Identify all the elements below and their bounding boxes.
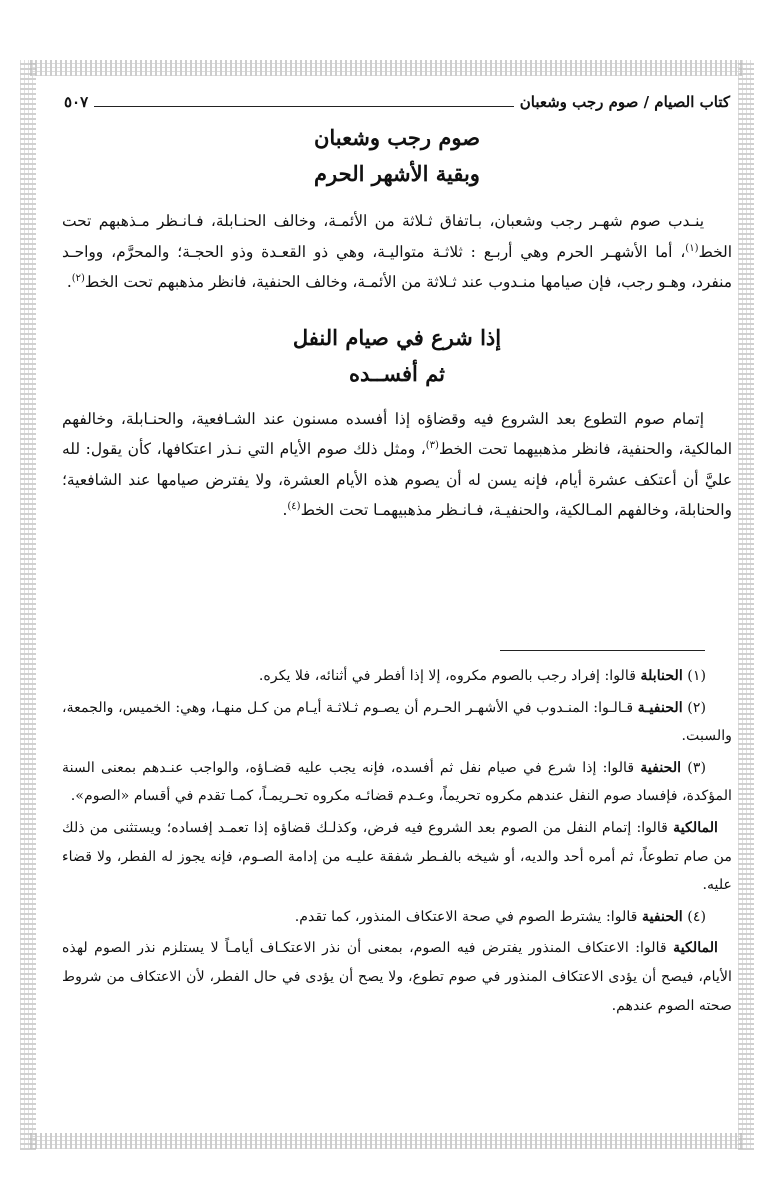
footnote-separator bbox=[500, 650, 705, 651]
header-rule bbox=[94, 106, 514, 107]
footnote-number: (٣) bbox=[687, 759, 707, 776]
paragraph-end: . bbox=[66, 273, 72, 291]
footnote-text: قالوا: إذا شرع في صيام نفل ثم أفسده، فإنه يجب عليه قضـاؤه، والواجب عنـدهم بمعنى السنة المؤكدة، فإفساد صوم النفل عندهم مكروه تحريماً، وعـدم قضائـه مكروه تحـريمـاً، كمـا تقدم في أقسام «الصوم». bbox=[62, 759, 732, 805]
section-paragraph bbox=[62, 206, 732, 298]
footnote-text: قالوا: يشترط الصوم في صحة الاعتكاف المنذور، كما تقدم. bbox=[294, 908, 642, 925]
running-header bbox=[64, 90, 730, 114]
footnote bbox=[62, 662, 732, 691]
footnote-text: قـالـوا: المنـدوب في الأشهـر الحـرم أن يصـوم ثـلاثـة أيـام من كـل منهـا، وهي: الخميس، والجمعة، والسبت. bbox=[62, 699, 732, 745]
footnote-madhab: الحنابلة bbox=[640, 668, 683, 684]
ornamental-border-top bbox=[30, 60, 743, 76]
footnote-madhab: الحنفية bbox=[641, 908, 683, 925]
running-header-title: كتاب الصيام / صوم رجب وشعبان bbox=[519, 93, 730, 111]
footnote-madhab: المالكية bbox=[673, 819, 718, 836]
paragraph-end: . bbox=[282, 501, 288, 519]
footnote-text: قالوا: إفراد رجب بالصوم مكروه، إلا إذا أفطر في أثنائه، فلا يكره. bbox=[258, 668, 641, 684]
section-heading-line2: وبقية الأشهر الحرم bbox=[314, 161, 480, 186]
footnote-ref-3[interactable]: (٣) bbox=[425, 439, 439, 451]
footnote-ref-2[interactable]: (٢) bbox=[71, 272, 85, 284]
footnote-number: (١) bbox=[687, 668, 706, 684]
paragraph-text: إتمام صوم التطوع بعد الشروع فيه وقضاؤه إذا أفسده مسنون عند الشـافعية، والحنـابلة، وخالفهم المالكية، والحنفية، فانظر مذهبيهما تحت الخط bbox=[62, 409, 732, 458]
footnote-text: قالوا: إتمام النفل من الصوم بعد الشروع فيه فرض، وكذلـك قضاؤه إذا تعمـد إفساده؛ ويستثنى من ذلك من صام تطوعاً، ثم أمره أحد والديه، أو شيخه بالفـطر شفقة عليـه من إدامة الصـوم، فإنه يجوز له الفطر، ولا قضاء عليه. bbox=[62, 819, 732, 894]
section-heading-line2: ثم أفســده bbox=[348, 360, 446, 386]
footnote-continuation bbox=[62, 814, 732, 900]
footnotes bbox=[62, 662, 732, 1020]
footnote bbox=[62, 754, 732, 811]
footnote-madhab: الحنفيـة bbox=[637, 699, 683, 716]
footnote-number: (٤) bbox=[687, 908, 706, 925]
footnote-continuation bbox=[62, 934, 732, 1020]
footnote-ref-4[interactable]: (٤) bbox=[287, 500, 301, 512]
footnote bbox=[62, 903, 732, 932]
section-voluntary-fast bbox=[62, 320, 732, 526]
paragraph-text: ، ومثل ذلك صوم الأيام التي نـذر اعتكافها، كأن يقول: لله عليَّ أن أعتكف عشرة أيام، فإنه يسن له أن يصوم هذه الأيام العشرة، ولا يفترض صيامها عند الشافعية؛ والحنابلة، وخالفهم المـالكية، والحنفيـة، فـانـظر مذهبيهمـا تحت الخط bbox=[62, 440, 732, 519]
section-heading-line1: صوم رجب وشعبان bbox=[313, 125, 481, 150]
footnote-ref-1[interactable]: (١) bbox=[685, 242, 699, 254]
footnote bbox=[62, 694, 732, 751]
paragraph-text: ، أما الأشهـر الحرم وهي أربـع : ثلاثـة متواليـة، وهي ذو القعـدة وذو الحجـة؛ والمحرَّم، وواحـد منفرد، وهـو رجب، فإن صيامها منـدوب عند ثـلاثة من الأئمـة، وخالف الحنفية، فانظر مذهبهم تحت الخط bbox=[62, 242, 732, 291]
section-rajab-shaban bbox=[62, 120, 732, 298]
paragraph-text: ينـدب صوم شهـر رجب وشعبان، بـاتفاق ثـلاثة من الأئمـة، وخالف الحنـابلة، فـانـظر مـذهبهم تحت الخط bbox=[62, 212, 732, 261]
section-heading-line1: إذا شرع في صيام النفل bbox=[292, 324, 502, 350]
footnote-number: (٢) bbox=[687, 699, 707, 716]
footnote-madhab: المالكية bbox=[673, 940, 718, 957]
ornamental-border-right bbox=[738, 60, 754, 1150]
ornamental-border-left bbox=[20, 60, 36, 1150]
ornamental-border-bottom bbox=[30, 1133, 743, 1149]
footnote-madhab: الحنفية bbox=[640, 759, 682, 776]
section-paragraph bbox=[62, 404, 732, 526]
page-number: ٥٠٧ bbox=[64, 93, 89, 111]
footnote-text: قالوا: الاعتكاف المنذور يفترض فيه الصوم، بمعنى أن نذر الاعتكـاف أيامـاً لا يستلزم نذر الصوم لهذه الأيام، فيصح أن يؤدى الاعتكاف المنذور في صوم تطوع، ولا يصح أن يؤدى في حال الفطر، لأن الاعتكاف من شروط صحته الصوم عندهم. bbox=[62, 940, 732, 1014]
main-text bbox=[62, 118, 732, 526]
